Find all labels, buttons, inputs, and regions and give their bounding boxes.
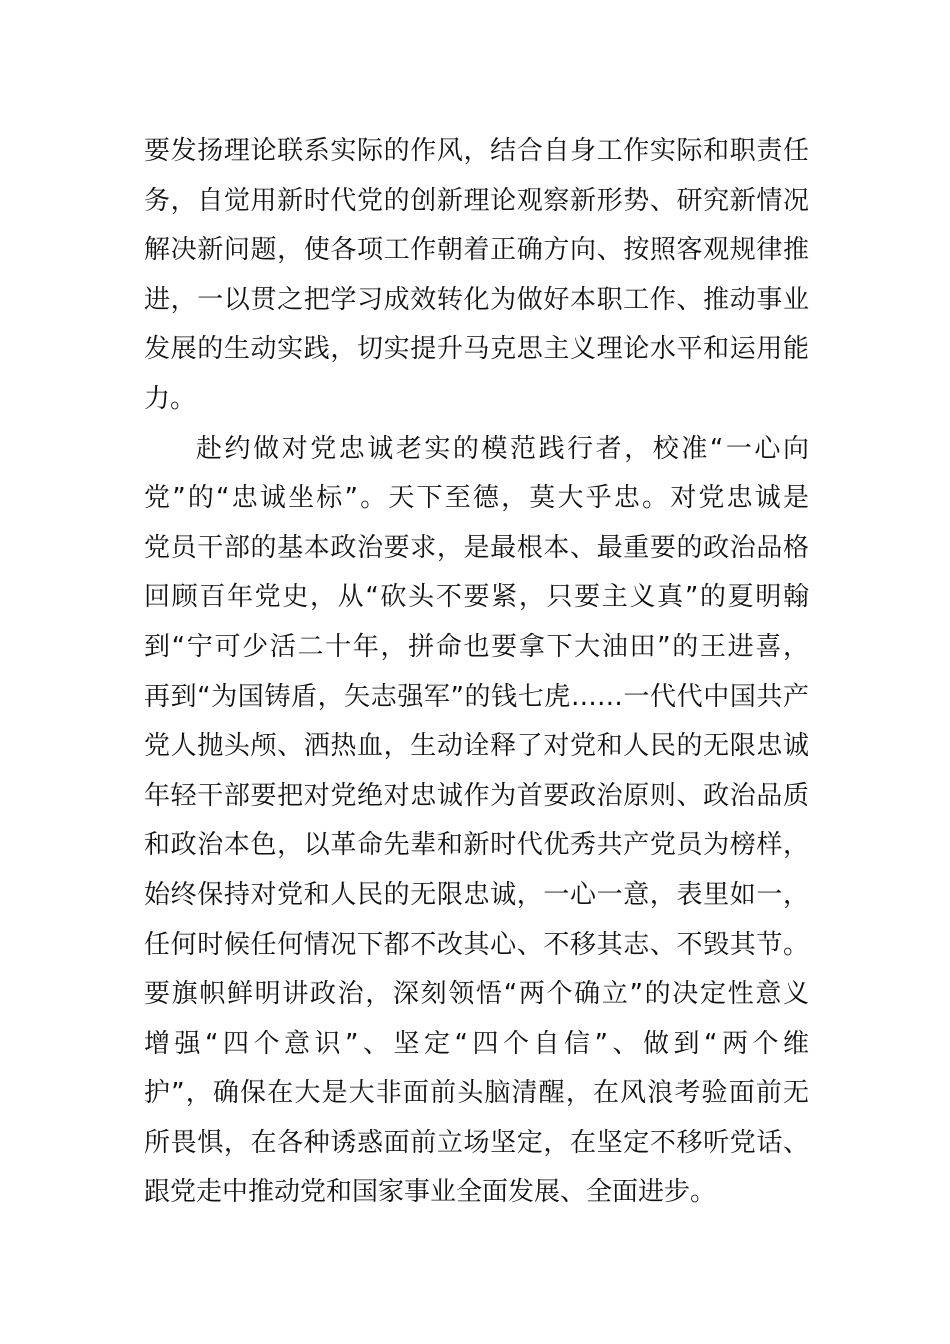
- text-line: 务，自觉用新时代党的创新理论观察新形势、研究新情况: [144, 185, 809, 216]
- text-line: 所畏惧，在各种诱惑面前立场坚定，在坚定不移听党话、: [144, 1127, 809, 1158]
- text-line: 进，一以贯之把学习成效转化为做好本职工作、推动事业: [144, 284, 809, 315]
- text-line: 到“宁可少活二十年，拼命也要拿下大油田”的王进喜，: [144, 631, 809, 662]
- text-line: 解决新问题，使各项工作朝着正确方向、按照客观规律推: [144, 235, 809, 266]
- text-line: 要发扬理论联系实际的作风，结合自身工作实际和职责任: [144, 136, 809, 166]
- text-line: 增强“四个意识”、坚定“四个自信”、做到“两个维: [144, 1028, 809, 1059]
- text-line: 党人抛头颅、洒热血，生动诠释了对党和人民的无限忠诚: [144, 731, 809, 762]
- text-line: 和政治本色，以革命先辈和新时代优秀共产党员为榜样，: [144, 830, 809, 861]
- text-line: 护”，确保在大是大非面前头脑清醒，在风浪考验面前无: [144, 1078, 809, 1109]
- text-line: 党”的“忠诚坐标”。天下至德，莫大乎忠。对党忠诚是: [144, 483, 809, 514]
- text-line: 赴约做对党忠诚老实的模范践行者，校准“一心向: [196, 433, 809, 464]
- text-line: 再到“为国铸盾，矢志强军”的钱七虎……一代代中国共产: [144, 681, 809, 712]
- text-line: 回顾百年党史，从“砍头不要紧，只要主义真”的夏明翰: [144, 582, 809, 613]
- text-line: 跟党走中推动党和国家事业全面发展、全面进步。: [144, 1177, 717, 1208]
- text-line: 发展的生动实践，切实提升马克思主义理论水平和运用能: [144, 334, 809, 365]
- text-line: 年轻干部要把对党绝对忠诚作为首要政治原则、政治品质: [144, 780, 809, 811]
- text-line: 任何时候任何情况下都不改其心、不移其志、不毁其节。: [144, 929, 809, 960]
- paragraph-1: [144, 127, 809, 425]
- paragraph-2: [144, 425, 809, 1219]
- text-line: 要旗帜鲜明讲政治，深刻领悟“两个确立”的决定性意义: [144, 979, 809, 1010]
- text-line: 党员干部的基本政治要求，是最根本、最重要的政治品格: [144, 532, 809, 563]
- text-line: 力。: [144, 383, 197, 414]
- text-line: 始终保持对党和人民的无限忠诚，一心一意，表里如一，: [144, 879, 809, 910]
- document-body: [144, 127, 809, 1218]
